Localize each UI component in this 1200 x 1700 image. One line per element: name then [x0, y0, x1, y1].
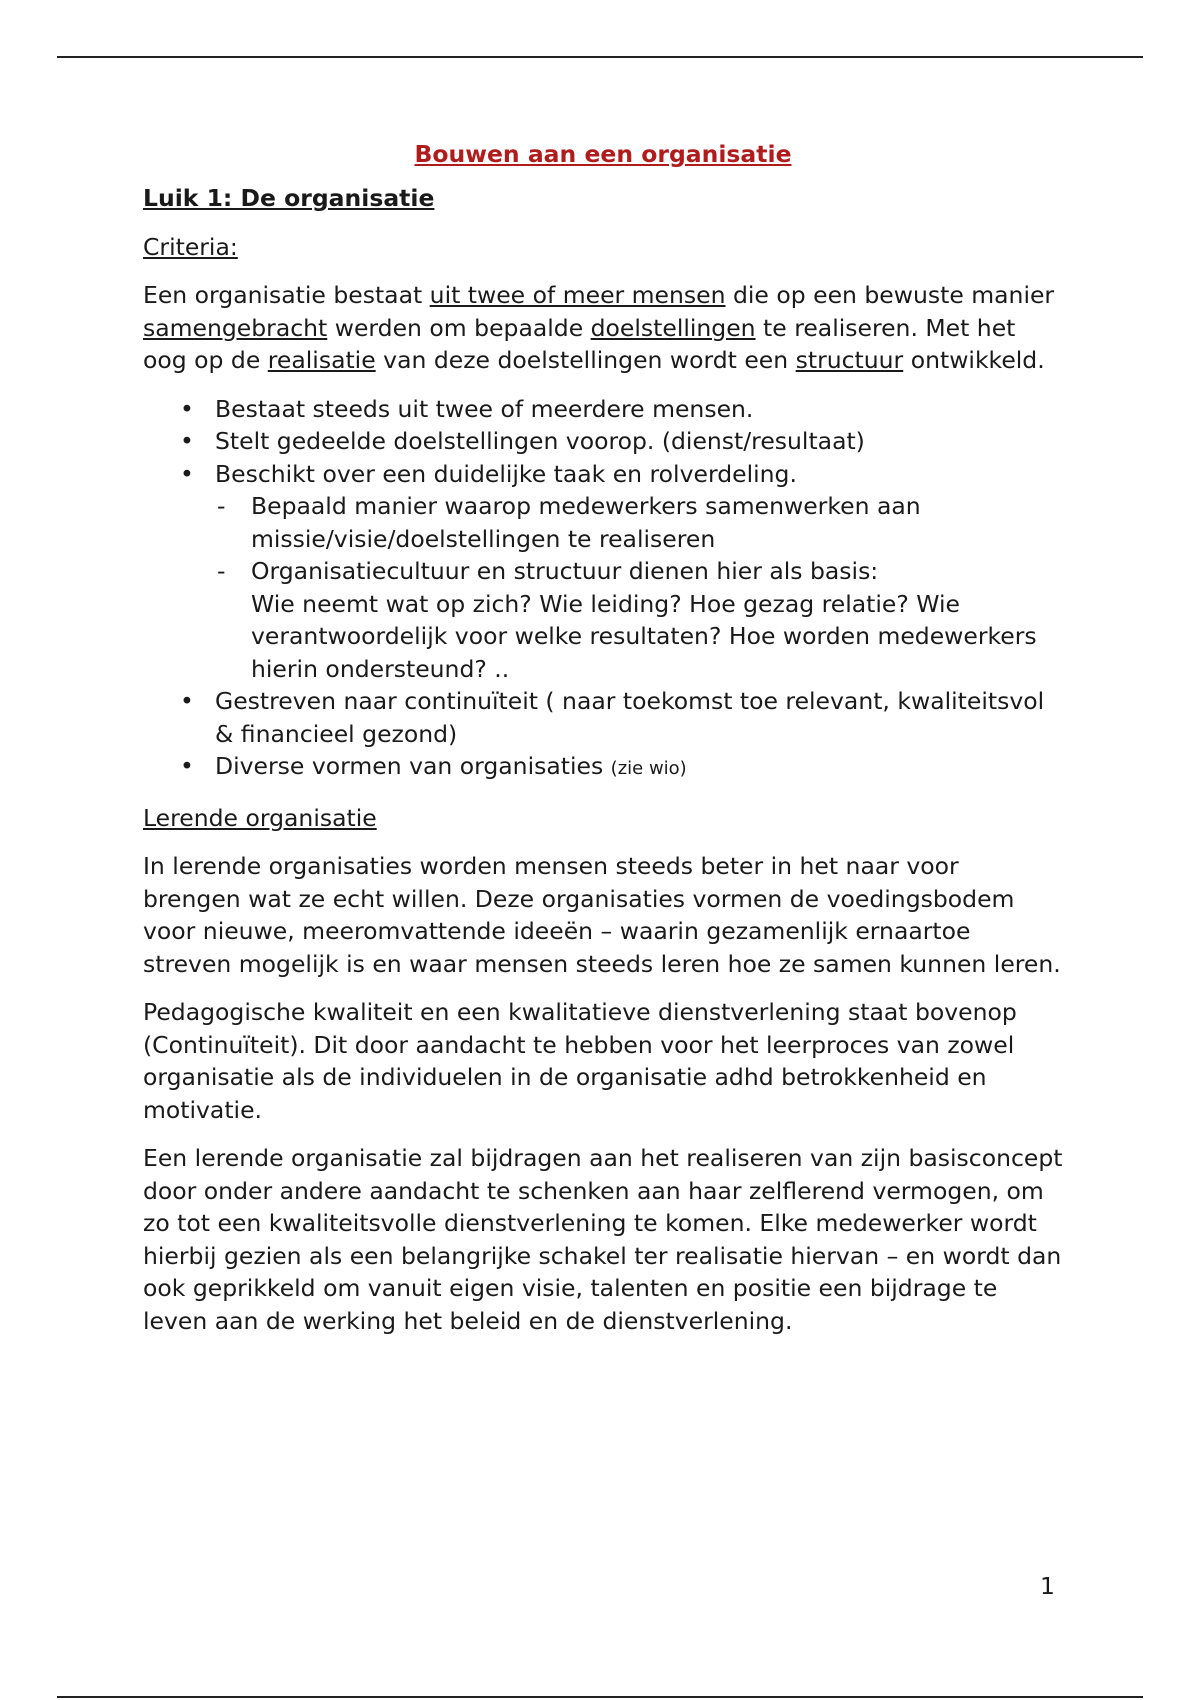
- bullet-icon: •: [180, 752, 194, 780]
- sub-list-item-text: Organisatiecultuur en structuur dienen hier als basis:: [251, 557, 879, 585]
- sub-list-item: [215, 555, 1063, 685]
- underlined-term: samengebracht: [143, 313, 328, 342]
- learning-organisation-heading: Lerende organisatie: [143, 803, 377, 832]
- list-item-text: Stelt gedeelde doelstellingen voorop. (dienst/resultaat): [215, 427, 865, 455]
- list-item: [143, 750, 1063, 786]
- list-item: [143, 685, 1063, 750]
- bullet-icon: •: [180, 427, 194, 455]
- list-item-text: Diverse vormen van organisaties: [215, 752, 611, 780]
- footer-rule: [57, 1696, 1143, 1698]
- underlined-term: realisatie: [267, 346, 376, 374]
- document-title: Bouwen aan een organisatie: [414, 140, 792, 168]
- list-item: [143, 425, 1063, 458]
- sub-list-item-continuation: Wie neemt wat op zich? Wie leiding? Hoe gezag relatie? Wie verantwoordelijk voor welke resultaten? Hoe worden medewerkers hierin ondersteund? ..: [251, 589, 1037, 683]
- body-paragraph: Een lerende organisatie zal bijdragen aan het realiseren van zijn basisconcept door onder andere aandacht te schenken aan haar zelflerend vermogen, om zo tot een kwaliteitsvolle dienstverlening te komen. Elke medewerker wordt hierbij gezien als een belangrijke schakel ter realisatie hiervan – en wordt dan ook geprikkeld om vanuit eigen visie, talenten en positie een bijdrage te leven aan de werking het beleid en de dienstverlening.: [143, 1144, 1063, 1335]
- page-number: 1: [1040, 1572, 1055, 1600]
- sub-list-item: [215, 490, 1063, 555]
- underlined-term: doelstellingen: [590, 313, 756, 342]
- list-item-text: Gestreven naar continuïteit ( naar toekomst toe relevant, kwaliteitsvol & financieel gezond): [215, 687, 1045, 748]
- criteria-list: [143, 393, 1063, 786]
- section-heading: Luik 1: De organisatie: [143, 184, 435, 212]
- intro-text: ontwikkeld.: [903, 346, 1045, 374]
- dash-icon: -: [217, 492, 226, 520]
- body-paragraph: In lerende organisaties worden mensen steeds beter in het naar voor brengen wat ze echt willen. Deze organisaties vormen de voedingsbodem voor nieuwe, meeromvattende ideeën – waarin gezamenlijk ernaartoe streven mogelijk is en waar mensen steeds leren hoe ze samen kunnen leren.: [143, 852, 1061, 978]
- intro-text: van deze doelstellingen wordt een: [375, 346, 796, 374]
- header-rule: [57, 56, 1143, 58]
- dash-icon: -: [217, 557, 226, 585]
- intro-text: werden om bepaalde: [327, 313, 591, 342]
- list-item: [143, 458, 1063, 686]
- intro-text: te realiseren. Met het oog op de: [143, 313, 1016, 374]
- list-item-text: Bestaat steeds uit twee of meerdere mensen.: [215, 394, 754, 423]
- intro-text: die op een bewuste manier: [725, 281, 1055, 309]
- underlined-term: structuur: [795, 346, 904, 374]
- list-item-note: (zie wio): [610, 758, 687, 779]
- underlined-term: uit twee of meer mensen: [429, 281, 726, 309]
- body-paragraph: Pedagogische kwaliteit en een kwalitatieve dienstverlening staat bovenop (Continuïteit). Dit door aandacht te hebben voor het leerproces van zowel organisatie als de individuelen in de organisatie adhd betrokkenheid en motivatie.: [143, 998, 1017, 1124]
- intro-text: Een organisatie bestaat: [143, 281, 430, 309]
- list-item: [143, 393, 1063, 426]
- bullet-icon: •: [180, 687, 194, 715]
- document-body: [143, 138, 1063, 1353]
- sub-list-item-text: Bepaald manier waarop medewerkers samenwerken aan missie/visie/doelstellingen te realiseren: [251, 492, 921, 553]
- list-item-text: Beschikt over een duidelijke taak en rolverdeling.: [215, 459, 797, 488]
- sub-list: [215, 490, 1063, 685]
- bullet-icon: •: [180, 394, 194, 423]
- criteria-label: Criteria:: [143, 232, 238, 261]
- bullet-icon: •: [180, 459, 194, 488]
- intro-paragraph: [143, 279, 1063, 377]
